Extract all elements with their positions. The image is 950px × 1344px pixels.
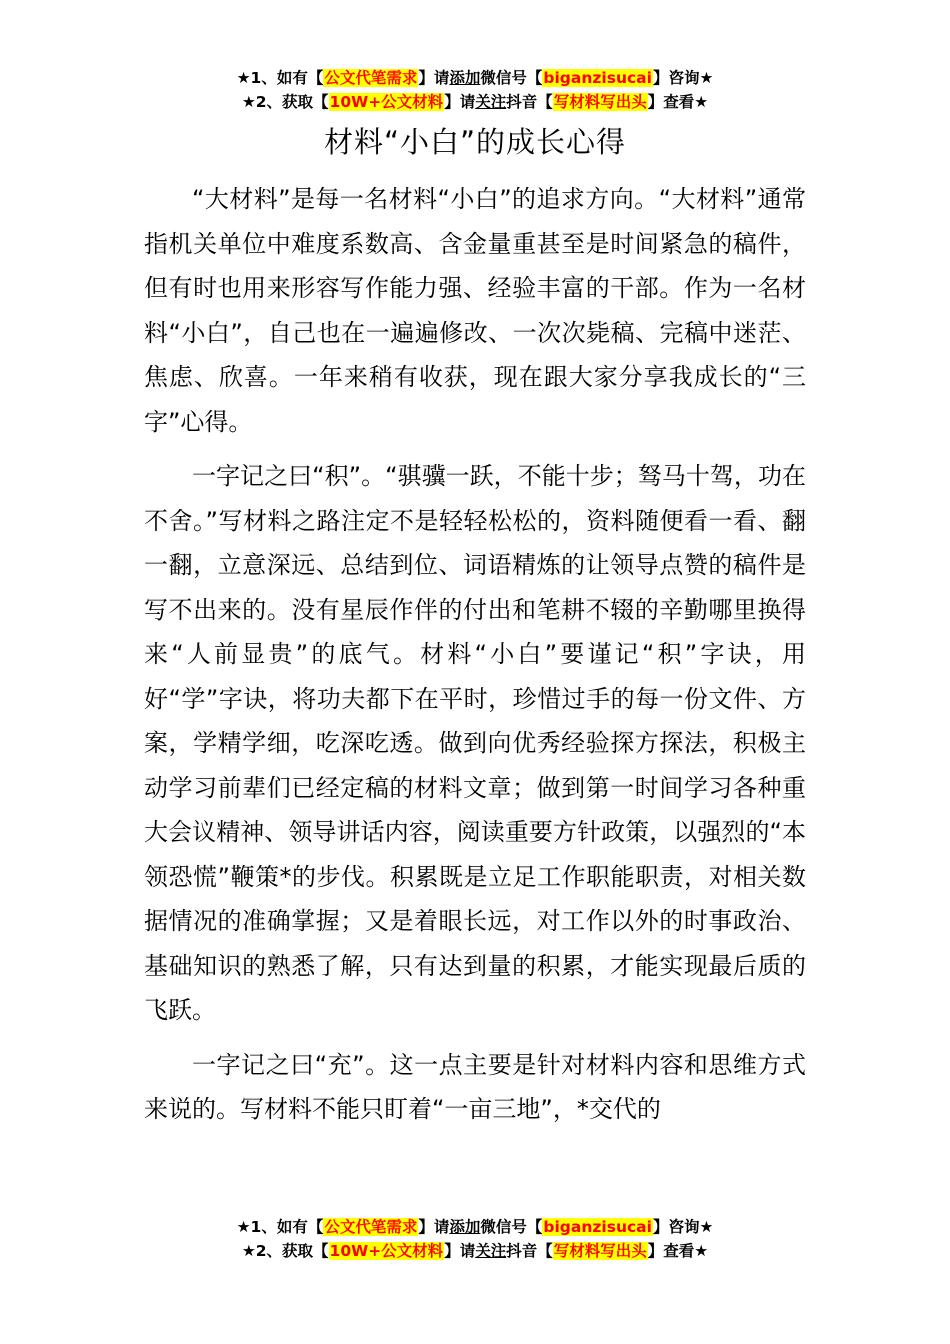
promo-text: 抖音【 <box>506 93 553 111</box>
promo-text: 】查看★ <box>647 1242 709 1260</box>
promo-text: 抖音【 <box>506 1242 553 1260</box>
document-body <box>144 177 806 1142</box>
paragraph-enrich: 一字记之曰“充”。这一点主要是针对材料内容和思维方式来说的。写材料不能只盯着“一亩三地”，*交代的 <box>144 1050 806 1123</box>
promo-text: 微信号【 <box>480 1218 543 1236</box>
promo-highlight-service: 公文代笔需求 <box>324 1218 418 1236</box>
promo-text: ★2、获取【 <box>241 93 329 111</box>
promo-highlight-douyin-account: 写材料写出头 <box>553 1242 647 1260</box>
promo-text: ★1、如有【 <box>236 1218 324 1236</box>
promo-highlight-wechat-id: biganzisucai <box>543 1218 652 1236</box>
paragraph-accumulate: 一字记之曰“积”。“骐骥一跃，不能十步；驽马十驾，功在不舍。”写材料之路注定不是轻轻松松的，资料随便看一看、翻一翻，立意深远、总结到位、词语精炼的让领导点赞的稿件是写不出来的。没有星辰作伴的付出和笔耕不辍的辛勤哪里换得来“人前显贵”的底气。材料“小白”要谨记“积”字诀，用好“学”字诀，将功夫都下在平时，珍惜过手的每一份文件、方案，学精学细，吃深吃透。做到向优秀经验探方探法，积极主动学习前辈们已经定稿的材料文章；做到第一时间学习各种重大会议精神、领导讲话内容，阅读重要方针政策，以强烈的“本领恐慌”鞭策*的步伐。积累既是立足工作职能职责，对相关数据情况的准确掌握；又是着眼长远，对工作以外的时事政治、基础知识的熟悉了解，只有达到量的积累，才能实现最后质的飞跃。 <box>144 462 806 1024</box>
promo-line-1 <box>0 66 950 90</box>
promo-text: 】咨询★ <box>652 69 714 87</box>
promo-text: 】请 <box>418 1218 450 1236</box>
paragraph-intro: “大材料”是每一名材料“小白”的追求方向。“大材料”通常指机关单位中难度系数高、含金量重甚至是时间紧急的稿件，但有时也用来形容写作能力强、经验丰富的干部。作为一名材料“小白”，自己也在一遍遍修改、一次次毙稿、完稿中迷茫、焦虑、欣喜。一年来稍有收获，现在跟大家分享我成长的“三字”心得。 <box>144 185 806 436</box>
promo-highlight-materials: 10W+公文材料 <box>329 93 444 111</box>
promo-banner-top <box>0 66 950 114</box>
promo-highlight-service: 公文代笔需求 <box>324 69 418 87</box>
promo-text: 】请 <box>418 69 450 87</box>
promo-text: 】查看★ <box>647 93 709 111</box>
promo-text: 】请 <box>444 93 476 111</box>
promo-highlight-douyin-account: 写材料写出头 <box>553 93 647 111</box>
promo-underline-add: 添加 <box>449 69 481 87</box>
promo-highlight-materials: 10W+公文材料 <box>329 1242 444 1260</box>
promo-text: 】咨询★ <box>652 1218 714 1236</box>
promo-text: ★1、如有【 <box>236 69 324 87</box>
promo-line-2 <box>0 90 950 114</box>
document-title: 材料“小白”的成长心得 <box>323 125 627 159</box>
promo-line-1 <box>0 1215 950 1239</box>
promo-text: ★2、获取【 <box>241 1242 329 1260</box>
promo-highlight-wechat-id: biganzisucai <box>543 69 652 87</box>
promo-text: 微信号【 <box>480 69 543 87</box>
promo-underline-add: 添加 <box>449 1218 481 1236</box>
promo-line-2 <box>0 1239 950 1263</box>
promo-banner-bottom <box>0 1215 950 1263</box>
promo-text: 】请 <box>444 1242 476 1260</box>
promo-underline-follow: 关注 <box>475 93 507 111</box>
promo-underline-follow: 关注 <box>475 1242 507 1260</box>
